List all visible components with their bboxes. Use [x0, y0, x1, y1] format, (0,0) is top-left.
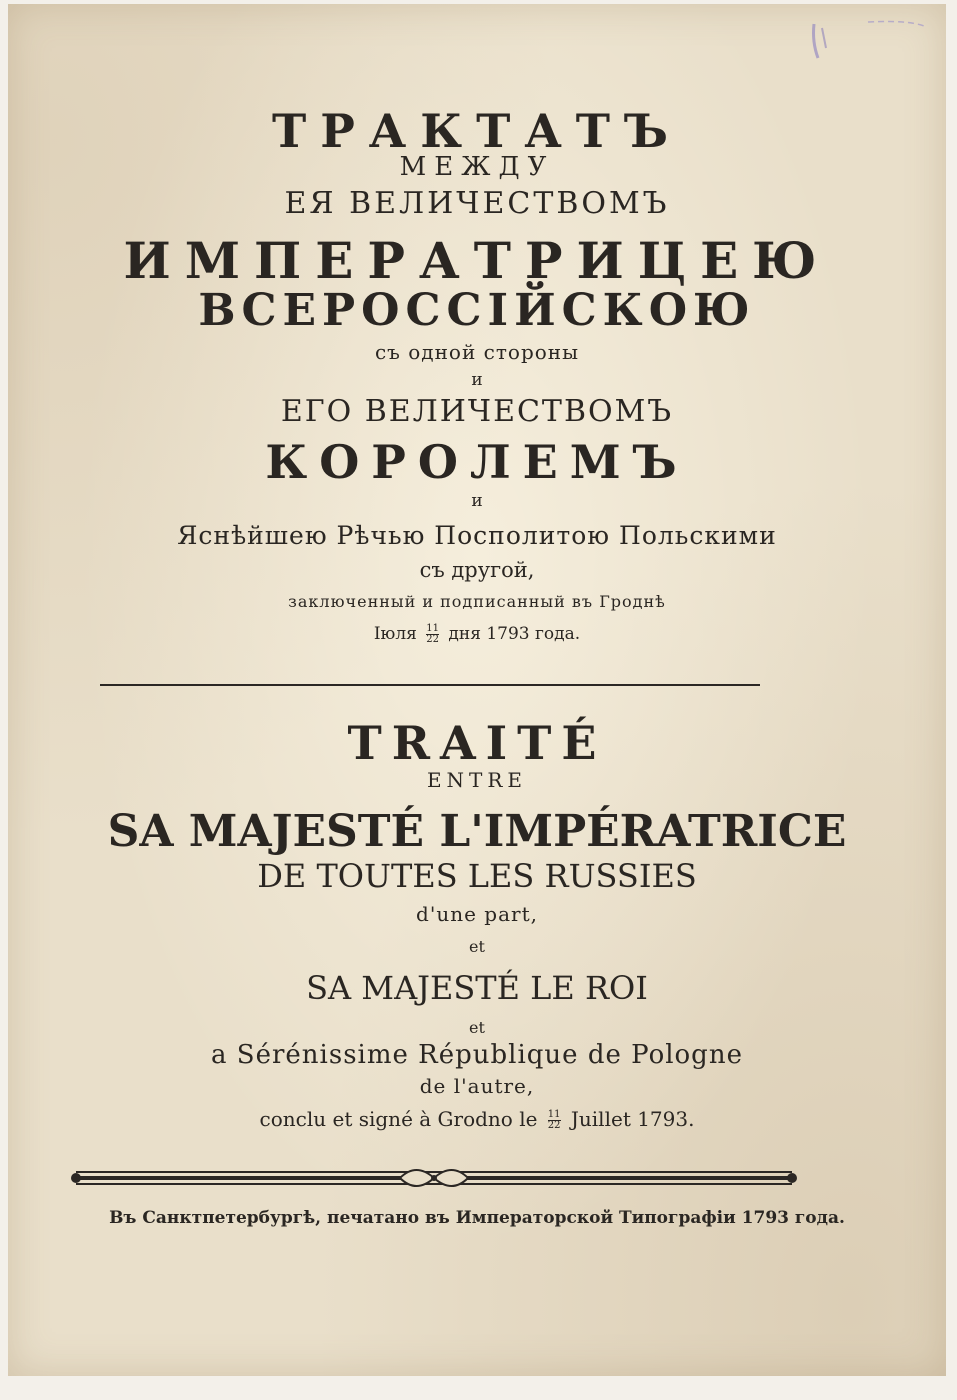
russian-king: КОРОЛЕМЪ	[265, 435, 689, 489]
french-republic: a Sérénissime République de Pologne	[211, 1040, 743, 1070]
french-one-part: d'une part,	[416, 902, 538, 926]
french-date-denominator: 22	[547, 1120, 561, 1131]
section-divider	[100, 684, 760, 686]
french-title: TRAITÉ	[347, 716, 607, 770]
russian-title: ТРАКТАТЪ	[271, 104, 683, 158]
library-stamp	[808, 18, 928, 64]
russian-republic: Яснѣйшею Рѣчью Посполитою Польскими	[177, 521, 777, 550]
russian-one-side: съ одной стороны	[374, 340, 580, 364]
french-all-russias: DE TOUTES LES RUSSIES	[257, 857, 697, 895]
french-and-1: et	[469, 937, 485, 956]
russian-date-prefix: Іюля	[373, 624, 417, 644]
french-date-numerator: 11	[547, 1109, 561, 1120]
russian-concluded: заключенный и подписанный въ Гроднѣ	[288, 592, 666, 611]
russian-empress: ИМПЕРАТРИЦЕЮ	[123, 231, 831, 290]
french-date-fraction	[548, 1110, 561, 1131]
french-concluded	[8, 1109, 946, 1131]
russian-other-side: съ другой,	[419, 558, 535, 582]
russian-and-1: и	[471, 370, 483, 390]
russian-date-fraction	[426, 624, 439, 645]
russian-date-numerator: 11	[426, 623, 440, 634]
russian-date-suffix: дня 1793 года.	[448, 624, 581, 644]
french-other: de l'autre,	[419, 1074, 535, 1098]
russian-and-2: и	[471, 491, 483, 511]
russian-her-majesty: ЕЯ ВЕЛИЧЕСТВОМЪ	[284, 186, 670, 221]
imprint: Въ Санктпетербургѣ, печатано въ Императорской Типографіи 1793 года.	[109, 1208, 845, 1228]
french-king: SA MAJESTÉ LE ROI	[306, 969, 648, 1007]
french-and-2: et	[469, 1018, 485, 1037]
french-concluded-suffix: Juillet 1793.	[570, 1107, 695, 1131]
russian-date	[8, 624, 946, 645]
ornamental-rule	[70, 1162, 798, 1194]
russian-all-russian: ВСЕРОССІЙСКОЮ	[198, 285, 756, 336]
french-between: ENTRE	[426, 768, 528, 792]
french-concluded-prefix: conclu et signé à Grodno le	[259, 1107, 538, 1131]
russian-date-denominator: 22	[426, 634, 440, 645]
document-page	[8, 4, 946, 1376]
russian-between: МЕЖДУ	[399, 152, 555, 182]
russian-his-majesty: ЕГО ВЕЛИЧЕСТВОМЪ	[280, 394, 674, 429]
french-empress: SA MAJESTÉ L'IMPÉRATRICE	[107, 806, 847, 857]
